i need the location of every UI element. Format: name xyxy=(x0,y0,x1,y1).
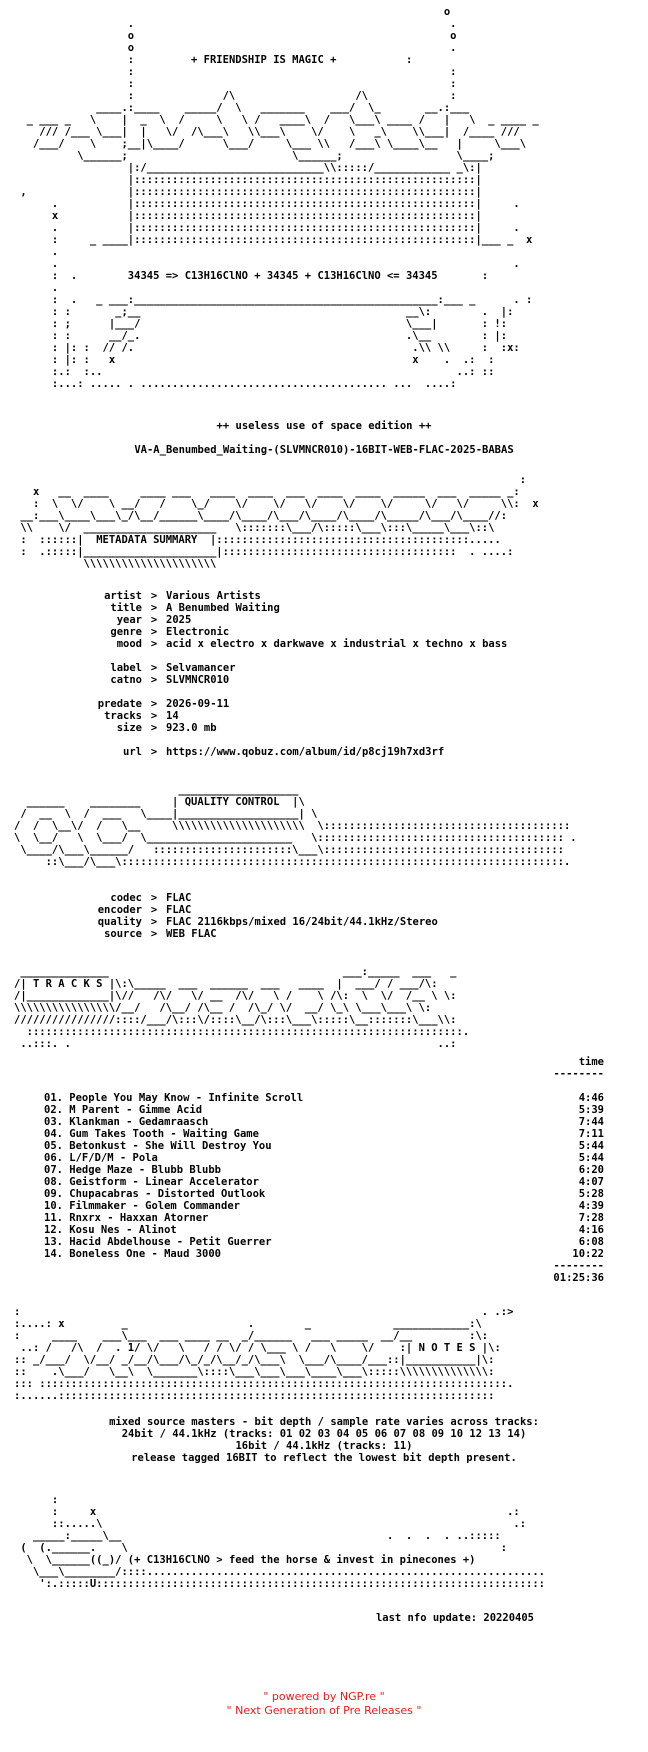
track-rows xyxy=(44,1092,604,1260)
footer-tagline: " Next Generation of Pre Releases " xyxy=(226,1704,422,1717)
nfo-document xyxy=(14,6,634,1624)
notes-line-2: 24bit / 44.1kHz (tracks: 01 02 03 04 05 06 07 08 09 10 12 13 14) xyxy=(121,1428,527,1440)
meta-row-size: size > 923.0 mb xyxy=(14,722,634,734)
tracks-ascii-art: ______________ ___:_____ ___ _ /| T R A C K S |\:\_____ ___ ______ ___ ____ | ___/ / ___/\: /|_____________|\// /\/ \/ __ /\/ \ / \ /\: \ \/ /__ \ \: \\\\\\\\\\\\\\\\/__/ /\__/ /\__ / /\_/ \/ __/ \_\ \___\___\ \: ////////////////::::/___/\:::\/::::\__/\:::\___\:::::\__:::::::\___\\: :::::::::::::::::::::::::::::::::::::::::::::::::::::::::::::::::::::. ..:::. . ..: xyxy=(14,966,470,1050)
track-time: 6:20 xyxy=(578,1164,604,1176)
metadata-ascii-art: : x __ ____ ____ ___ ____ ____ ___ ____ ____ _____ ___ _____ _: : \ \/ \ __/ / \_/ \/ \/ \/ \/ \/ \/ \/ \\: x __:___\____\___\_/\__/______\____/\____/\___/\____/\____/\_____/\___/\____//: \\ \/ _____________________ \:::::::\___/\:::::\___\:::\_____\___\::\ : ::::::| METADATA SUMMARY |::::::::::::::::::::::::::::::::::::::::..... : .:::::|_____________________|::::::::::::::::::::::::::::::::::::: . ....: \\\\\\\\\\\\\\\\\\\\\ xyxy=(20,474,539,570)
track-row xyxy=(44,1236,604,1248)
quality-ascii-art: ___________________ ______ ________ | QUALITY CONTROL |\ / __ \ / ___ \____|___________________| \ / / \__\/ / \__ \\\\\\\\\\\\\\\\\\\\\ \::::::::::::::::::::::::::::::::::::::: \ \__/ \ \___/ \_______________________ \::::::::::::::::::::::::::::::::::::::: . \____/\___\______/ ::::::::::::::::::::::\___\:::::::::::::::::::::::::::::::::::::: ::\___/\___\::::::::::::::::::::::::::::::::::::::::::::::::::::::::::::::::::::::. xyxy=(14,784,577,868)
qc-row-quality: quality > FLAC 2116kbps/mixed 16/24bit/44.1kHz/Stereo xyxy=(14,916,634,928)
track-time: 4:39 xyxy=(578,1200,604,1212)
meta-row-tracks: tracks > 14 xyxy=(14,710,634,722)
track-time: 5:39 xyxy=(578,1104,604,1116)
meta-row-year: year > 2025 xyxy=(14,614,634,626)
track-title: 12. Kosu Nes - Alinot xyxy=(44,1224,177,1236)
track-time: 5:44 xyxy=(578,1152,604,1164)
track-title: 02. M Parent - Gimme Acid xyxy=(44,1104,203,1116)
track-row xyxy=(44,1128,604,1140)
qc-row-codec: codec > FLAC xyxy=(14,892,634,904)
track-row xyxy=(44,1212,604,1224)
codec-value: FLAC xyxy=(166,892,192,904)
quality-value: FLAC 2116kbps/mixed 16/24bit/44.1kHz/Stereo xyxy=(166,916,438,928)
track-row xyxy=(44,1116,604,1128)
meta-row-catno: catno > SLVMNCR010 xyxy=(14,674,634,686)
size-value: 923.0 mb xyxy=(166,722,217,734)
total-time: 01:25:36 xyxy=(553,1272,604,1284)
edition-line: ++ useless use of space edition ++ xyxy=(216,420,432,432)
catno-value: SLVMNCR010 xyxy=(166,674,230,686)
qc-row-encoder: encoder > FLAC xyxy=(14,904,634,916)
track-time: 7:28 xyxy=(578,1212,604,1224)
track-row xyxy=(44,1188,604,1200)
meta-row-genre: genre > Electronic xyxy=(14,626,634,638)
notes-section-title: N O T E S xyxy=(418,1342,476,1354)
time-header: time xyxy=(578,1056,604,1068)
formula: 34345 => C13H16ClNO + 34345 + C13H16ClNO <= 34345 xyxy=(127,270,438,282)
track-title: 07. Hedge Maze - Blubb Blubb xyxy=(44,1164,222,1176)
track-time: 4:16 xyxy=(578,1224,604,1236)
track-row xyxy=(44,1092,604,1104)
meta-row-url: url > https://www.qobuz.com/album/id/p8cj19h7xd3rf xyxy=(14,746,634,758)
tracks-value: 14 xyxy=(166,710,179,722)
source-value: WEB FLAC xyxy=(166,928,217,940)
track-row xyxy=(44,1152,604,1164)
quality-section-title: QUALITY CONTROL xyxy=(184,796,280,808)
motto: + FRIENDSHIP IS MAGIC + xyxy=(191,54,337,66)
meta-row-artist: artist > Various Artists xyxy=(14,590,634,602)
genre-value: Electronic xyxy=(166,626,230,638)
track-row xyxy=(44,1200,604,1212)
metadata-section-title: METADATA SUMMARY xyxy=(96,534,198,546)
track-title: 10. Filmmaker - Golem Commander xyxy=(44,1200,240,1212)
notes-ascii-art: : . .:> :....: x _ . _ ____________:\ : ____ ___\___ ___ ____ __ _/______ ___ _____ __/__ :\: ..: / /\ / . 1/ \/ \ / / \/ / \___ \ / \ \/ :| N O T E S |\: :: _/___/ \/__/ _/__/\___/\_/_/\__/_/\___\ \___/\____/___::|___________|\: :: .\___/ \__\ \_______\::::\___\___\___\____\___\:::::\\\\\\\\\\\\\\: ::: ::::::::::::::::::::::::::::::::::::::::::::::::::::::::::::::::::::::::::. :......::::::::::::::::::::::::::::::::::::::::::::::::::::::::::::::::::::: xyxy=(14,1306,514,1402)
meta-row-label: label > Selvamancer xyxy=(14,662,634,674)
track-row xyxy=(44,1104,604,1116)
url-link[interactable]: https://www.qobuz.com/album/id/p8cj19h7xd3rf xyxy=(166,746,445,758)
last-update: last nfo update: 20220405 xyxy=(375,1612,534,1624)
track-title: 08. Geistform - Linear Accelerator xyxy=(44,1176,259,1188)
track-title: 09. Chupacabras - Distorted Outlook xyxy=(44,1188,266,1200)
outro-ascii-art: : : x .: ::.....\ .: _____:_____\__ . . . . ..::::: ( (.______. \ : \ \______((_)/ (+ C13H16ClNO > feed the horse & invest in pinecones +) \___\________/::::............................................................... ':.:::::U::::::::::::::::::::::::::::::::::::::::::::::::::::::::::::::::::::::: xyxy=(20,1494,546,1590)
track-time: 4:46 xyxy=(578,1092,604,1104)
track-time: 10:22 xyxy=(572,1248,604,1260)
track-title: 01. People You May Know - Infinite Scroll xyxy=(44,1092,304,1104)
label-value: Selvamancer xyxy=(166,662,236,674)
track-title: 04. Gum Takes Tooth - Waiting Game xyxy=(44,1128,259,1140)
year-value: 2025 xyxy=(166,614,192,626)
track-time: 4:07 xyxy=(578,1176,604,1188)
title-value: A Benumbed Waiting xyxy=(166,602,280,614)
track-row xyxy=(44,1248,604,1260)
track-row xyxy=(44,1164,604,1176)
track-time: 6:08 xyxy=(578,1236,604,1248)
release-name: VA-A_Benumbed_Waiting-(SLVMNCR010)-16BIT-WEB-FLAC-2025-BABAS xyxy=(134,444,514,456)
track-title: 05. Betonkust - She Will Destroy You xyxy=(44,1140,272,1152)
qc-row-source: source > WEB FLAC xyxy=(14,928,634,940)
track-title: 13. Hacid Abdelhouse - Petit Guerrer xyxy=(44,1236,272,1248)
track-time: 5:44 xyxy=(578,1140,604,1152)
outro-slogan: (+ C13H16ClNO > feed the horse & invest in pinecones +) xyxy=(127,1554,476,1566)
notes-line-4: release tagged 16BIT to reflect the lowest bit depth present. xyxy=(131,1452,517,1464)
track-time: 7:11 xyxy=(578,1128,604,1140)
track-title: 06. L/F/D/M - Pola xyxy=(44,1152,158,1164)
tracklist: time -------- 01. People You May Know - Infinite Scroll 4:46 02. M Parent - Gimme Acid 5:39 03. Klankman - Gedamraasch 7:44 04. Gum Takes Tooth - Waiting Game 7:11 05. Betonkust - She Will Destroy You 5:44 06. L/F/D/M - Pola 5:44 07. Hedge Maze - Blubb Blubb 6:20 08. Geistform - Linear Accelerator 4:07 09. Chupacabras - Distorted Outlook 5:28 10. Filmmaker - Golem Commander 4:39 11. Rnxrx - Haxxan Atorner 7:28 12. Kosu Nes - Alinot 4:16 13. Hacid Abdelhouse - Petit Guerrer 6:08 14. Boneless One - Maud 3000 10:22 -------- 01:25:36 xyxy=(44,1056,604,1284)
encoder-value: FLAC xyxy=(166,904,192,916)
predate-value: 2026-09-11 xyxy=(166,698,230,710)
track-time: 5:28 xyxy=(578,1188,604,1200)
meta-row-mood: mood > acid x electro x darkwave x industrial x techno x bass xyxy=(14,638,634,650)
header-ascii-art: o . . o o o . : + FRIENDSHIP IS MAGIC + : : : : : : /\ /\ : ____.:____ _____/ \ _______ ___/ \_ __.:___ _ ___ _ \ | _ \ / \ \ / ____\ / \___\ ____ / | \ _ ____ _ /// /___ \___| | \/ /\___\ \\___\ \/ \ _\ \\___| /____ /// /___/ \ ;__|\____/ \___/ \___ \\ /___\ \____\__ | \___\ \______; \______; \____; |:/____________________________\\:::::/____________ _\:| |::::::::::::::::::::::::::::::::::::::::::::::::::::::| , |::::::::::::::::::::::::::::::::::::::::::::::::::::::| . |::::::::::::::::::::::::::::::::::::::::::::::::::::::| . x |::::::::::::::::::::::::::::::::::::::::::::::::::::::| . |::::::::::::::::::::::::::::::::::::::::::::::::::::::| . : _ ____|::::::::::::::::::::::::::::::::::::::::::::::::::::::|___ _ x . . . : . 34345 => C13H16ClNO + 34345 + C13H16ClNO <= 34345 : . : . _ ___:________________________________________________:___ _ . : : : _;__ __\: . |: : ; |___/ \___| : !: : : __/_. .\__ : |: : |: : // /. .\\ \\ : :x: : |: : x x . .: : :.: :.. ..: :: :...: ..... . ....................................... ... ....: xyxy=(20,6,539,390)
notes-line-3: 16bit / 44.1kHz (tracks: 11) xyxy=(235,1440,413,1452)
footer-powered-by[interactable]: " powered by NGP.re " xyxy=(263,1690,385,1703)
notes-line-1: mixed source masters - bit depth / sample rate varies across tracks: xyxy=(109,1416,539,1428)
mood-value: acid x electro x darkwave x industrial x techno x bass xyxy=(166,638,508,650)
track-row xyxy=(44,1140,604,1152)
track-title: 03. Klankman - Gedamraasch xyxy=(44,1116,209,1128)
metadata-list xyxy=(14,590,634,758)
meta-row-predate: predate > 2026-09-11 xyxy=(14,698,634,710)
track-row xyxy=(44,1176,604,1188)
track-time: 7:44 xyxy=(578,1116,604,1128)
quality-list xyxy=(14,892,634,940)
track-row xyxy=(44,1224,604,1236)
tracks-section-title: T R A C K S xyxy=(32,978,103,990)
track-title: 11. Rnxrx - Haxxan Atorner xyxy=(44,1212,209,1224)
artist-value: Various Artists xyxy=(166,590,261,602)
meta-row-title: title > A Benumbed Waiting xyxy=(14,602,634,614)
track-title: 14. Boneless One - Maud 3000 xyxy=(44,1248,222,1260)
